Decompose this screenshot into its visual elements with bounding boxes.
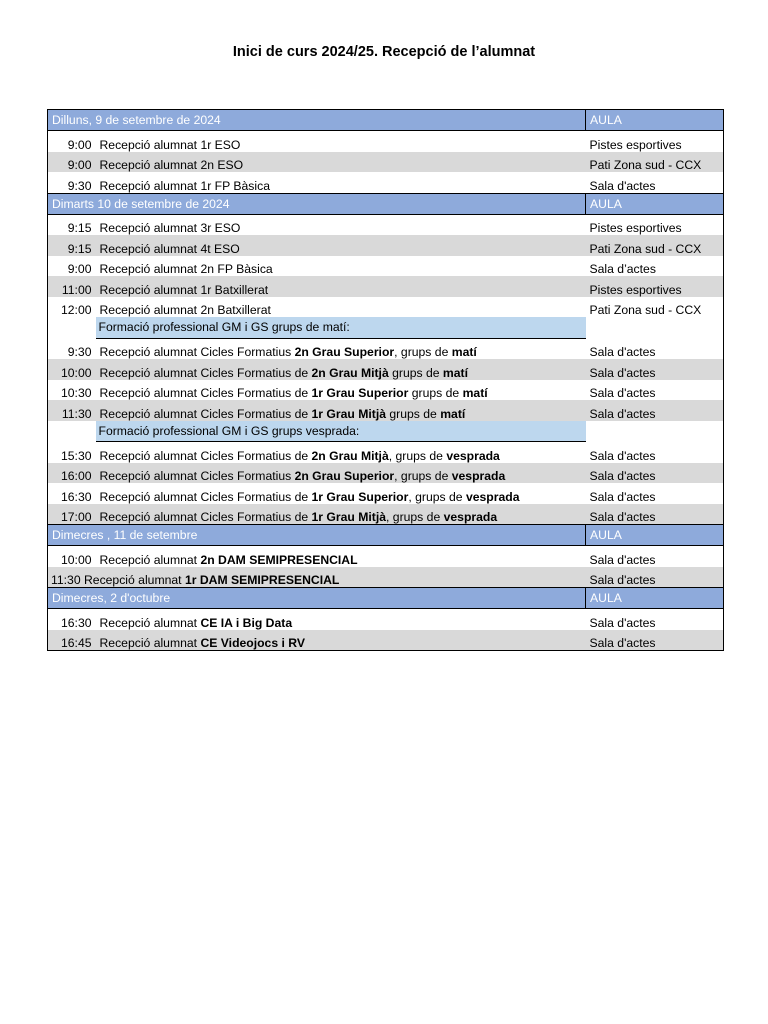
day-header-label: Dimarts 10 de setembre de 2024 (48, 193, 586, 214)
time-cell: 15:30 (61, 448, 92, 463)
room-cell: Sala d'actes (586, 359, 724, 380)
table-row (48, 131, 724, 152)
room-header-label: AULA (586, 110, 724, 131)
time-cell: 12:00 (61, 303, 92, 317)
time-cell: 9:30 (67, 345, 92, 359)
room-cell: Sala d'actes (589, 615, 656, 630)
description-cell: Recepció alumnat Cicles Formatius de 1r Grau Superior, grups de vesprada (99, 489, 520, 504)
description-cell: Recepció alumnat 1r ESO (99, 137, 241, 152)
description-cell: Recepció alumnat Cicles Formatius 2n Grau Superior, grups de vesprada (96, 463, 586, 484)
description-cell: Recepció alumnat Cicles Formatius de 1r Grau Mitjà grups de matí (96, 400, 586, 421)
room-cell: Sala d'actes (586, 504, 724, 525)
description-cell: Recepció alumnat 4t ESO (96, 235, 586, 256)
room-cell: Sala d'actes (589, 345, 656, 359)
time-cell: 16:00 (48, 463, 96, 484)
description-cell: Recepció alumnat 2n DAM SEMIPRESENCIAL (99, 552, 358, 567)
room-cell: Sala d'actes (586, 567, 724, 588)
time-cell: 9:00 (48, 152, 96, 173)
description-cell: Recepció alumnat Cicles Formatius de 1r Grau Superior grups de matí (99, 386, 488, 400)
room-cell: Pistes esportives (586, 276, 724, 297)
room-cell: Sala d’actes (589, 262, 656, 276)
room-header-label: AULA (586, 588, 724, 609)
time-cell: 11:00 (48, 276, 96, 297)
room-header-label: AULA (586, 193, 724, 214)
time-cell: 9:00 (67, 262, 92, 276)
day-header-label: Dimecres, 2 d'octubre (48, 588, 586, 609)
description-cell: Recepció alumnat 3r ESO (99, 221, 241, 235)
room-cell: Pati Zona sud - CCX (586, 152, 724, 173)
time-cell: 10:30 (61, 386, 92, 400)
day-header (48, 588, 724, 609)
time-cell: 10:00 (48, 359, 96, 380)
table-row (48, 630, 724, 651)
table-row (48, 152, 724, 173)
table-row (48, 483, 724, 504)
time-cell: 10:00 (61, 552, 92, 567)
room-cell: Sala d'actes (586, 630, 724, 651)
time-cell: 9:15 (48, 235, 96, 256)
description-cell: Recepció alumnat CE IA i Big Data (99, 615, 293, 630)
day-header (48, 110, 724, 131)
description-cell: Recepció alumnat CE Videojocs i RV (96, 630, 586, 651)
subsection-row (48, 317, 724, 338)
day-header-label: Dilluns, 9 de setembre de 2024 (48, 110, 586, 131)
page-title: Inici de curs 2024/25. Recepció de l’alumnat (232, 44, 536, 60)
table-row (48, 504, 724, 525)
table-row (48, 297, 724, 318)
room-cell: Pistes esportives (589, 221, 682, 235)
table-row (48, 546, 724, 567)
description-cell: Recepció alumnat 2n FP Bàsica (99, 262, 273, 276)
description-cell: Recepció alumnat 2n Batxillerat (99, 303, 271, 317)
table-row (48, 442, 724, 463)
room-cell: Pistes esportives (589, 137, 682, 152)
table-row (48, 276, 724, 297)
room-cell: Sala d'actes (586, 463, 724, 484)
description-cell: Recepció alumnat 1r Batxillerat (96, 276, 586, 297)
description-cell: Recepció alumnat Cicles Formatius de 2n Grau Mitjà, grups de vesprada (99, 448, 500, 463)
description-cell: Recepció alumnat Cicles Formatius de 2n Grau Mitjà grups de matí (96, 359, 586, 380)
table-row (48, 567, 724, 588)
time-cell: 16:45 (48, 630, 96, 651)
room-cell: Sala d'actes (589, 448, 656, 463)
subsection-label-evening: Formació professional GM i GS grups vesprada: (96, 421, 586, 442)
schedule-table (47, 109, 724, 651)
table-row (48, 172, 724, 193)
room-cell: Pati Zona sud - CCX (586, 235, 724, 256)
table-row (48, 338, 724, 359)
subsection-row (48, 421, 724, 442)
table-row (48, 235, 724, 256)
table-row (48, 359, 724, 380)
subsection-label-morning: Formació professional GM i GS grups de matí: (96, 317, 586, 338)
description-cell: Recepció alumnat 1r FP Bàsica (99, 178, 270, 193)
description-cell: 11:30 Recepció alumnat 1r DAM SEMIPRESENCIAL (48, 567, 586, 588)
time-cell: 11:30 (48, 400, 96, 421)
table-row (48, 463, 724, 484)
description-cell: Recepció alumnat Cicles Formatius 2n Grau Superior, grups de matí (99, 345, 477, 359)
description-cell: Recepció alumnat Cicles Formatius de 1r Grau Mitjà, grups de vesprada (96, 504, 586, 525)
table-row (48, 380, 724, 401)
table-row (48, 400, 724, 421)
day-header-label: Dimecres , 11 de setembre (48, 525, 586, 546)
room-cell: Pati Zona sud - CCX (589, 303, 702, 317)
time-cell: 9:00 (67, 137, 92, 152)
time-cell: 9:15 (67, 221, 92, 235)
table-row (48, 214, 724, 235)
room-cell: Sala d'actes (589, 386, 656, 400)
day-header (48, 193, 724, 214)
time-cell: 17:00 (48, 504, 96, 525)
time-cell: 16:30 (61, 615, 92, 630)
description-cell: Recepció alumnat 2n ESO (96, 152, 586, 173)
room-cell: Sala d'actes (589, 489, 656, 504)
room-cell: Sala d'actes (589, 178, 656, 193)
time-cell: 11:30 (51, 573, 81, 587)
day-header (48, 525, 724, 546)
time-cell: 9:30 (67, 178, 92, 193)
table-row (48, 609, 724, 630)
time-cell: 16:30 (61, 489, 92, 504)
table-row (48, 256, 724, 277)
room-cell: Sala d'actes (589, 552, 656, 567)
room-cell: Sala d'actes (586, 400, 724, 421)
room-header-label: AULA (586, 525, 724, 546)
